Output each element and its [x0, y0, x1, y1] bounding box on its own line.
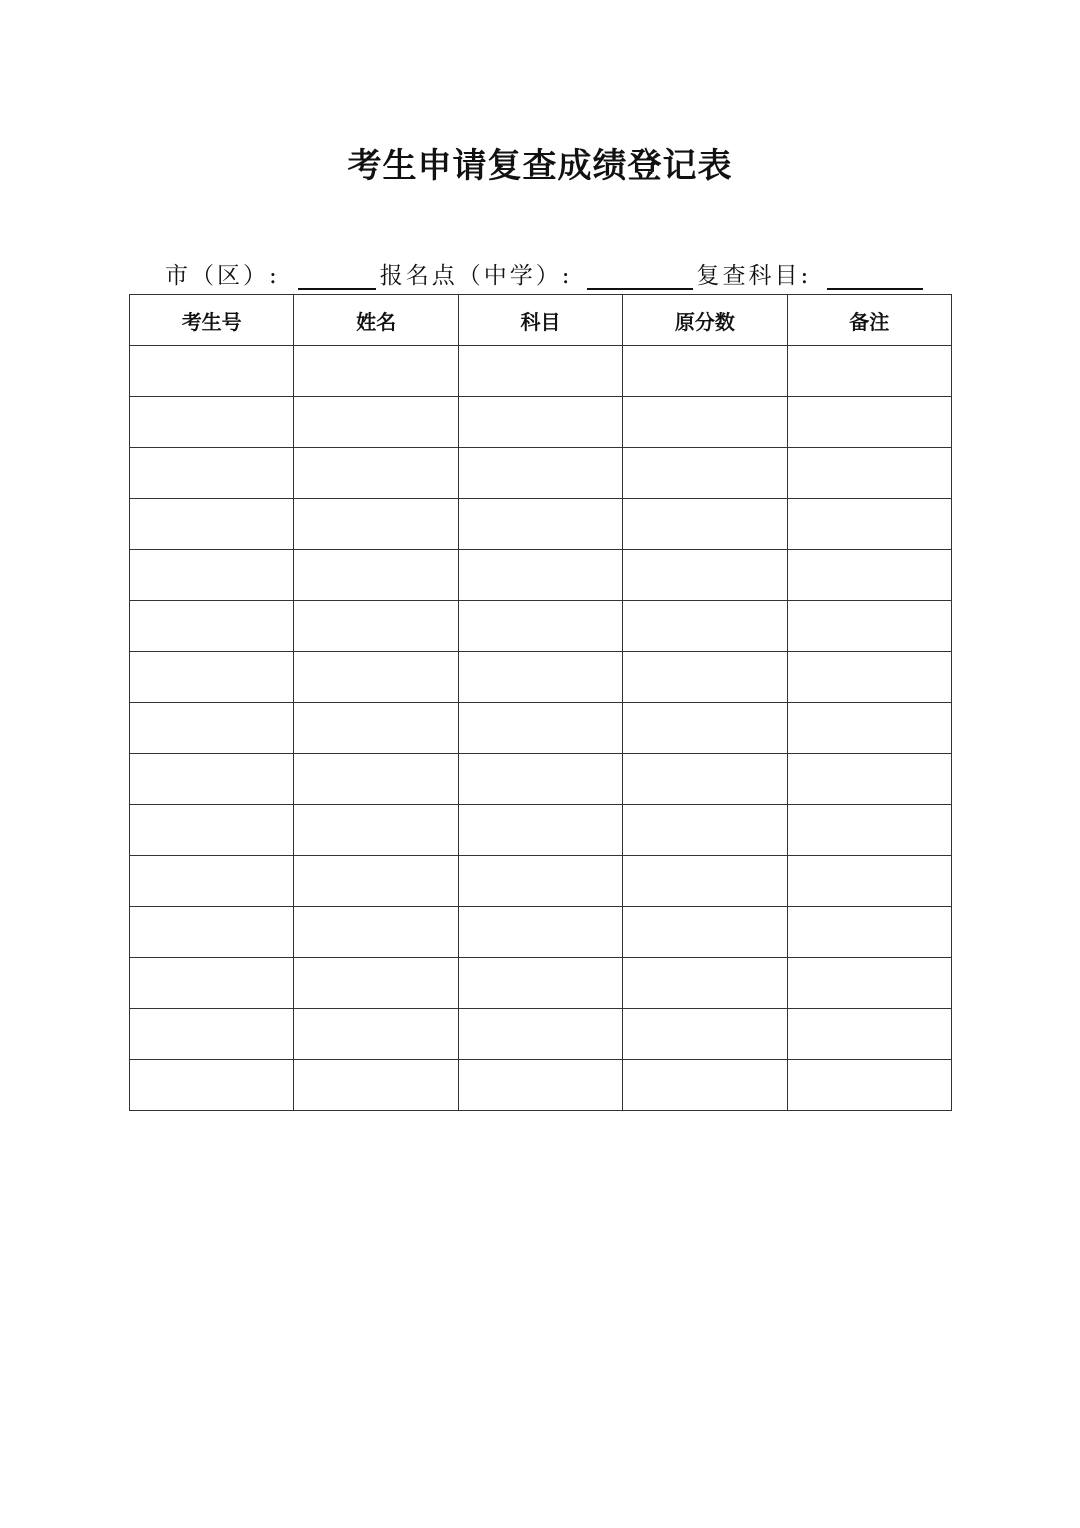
subject-cell[interactable] [458, 499, 622, 550]
exam-number-cell[interactable] [130, 1009, 294, 1060]
table-header-row [130, 295, 952, 346]
subject-cell[interactable] [458, 1009, 622, 1060]
remarks-cell[interactable] [787, 652, 951, 703]
name-cell[interactable] [294, 754, 458, 805]
name-cell[interactable] [294, 1060, 458, 1111]
table-body [130, 346, 952, 1111]
table-row [130, 805, 952, 856]
remarks-cell[interactable] [787, 550, 951, 601]
original-score-cell[interactable] [623, 754, 787, 805]
original-score-cell[interactable] [623, 550, 787, 601]
original-score-cell[interactable] [623, 856, 787, 907]
table-row [130, 499, 952, 550]
original-score-cell[interactable] [623, 397, 787, 448]
original-score-cell[interactable] [623, 1060, 787, 1111]
subject-cell[interactable] [458, 907, 622, 958]
subject-cell[interactable] [458, 397, 622, 448]
exam-number-cell[interactable] [130, 499, 294, 550]
table-row [130, 958, 952, 1009]
original-score-cell[interactable] [623, 499, 787, 550]
header-subject: 科目 [458, 295, 622, 346]
exam-number-cell[interactable] [130, 856, 294, 907]
name-cell[interactable] [294, 652, 458, 703]
subject-cell[interactable] [458, 703, 622, 754]
original-score-cell[interactable] [623, 958, 787, 1009]
table-row [130, 397, 952, 448]
table-row [130, 550, 952, 601]
remarks-cell[interactable] [787, 958, 951, 1009]
exam-number-cell[interactable] [130, 1060, 294, 1111]
exam-number-cell[interactable] [130, 448, 294, 499]
name-cell[interactable] [294, 1009, 458, 1060]
table-row [130, 754, 952, 805]
table-row [130, 1060, 952, 1111]
remarks-cell[interactable] [787, 397, 951, 448]
school-blank-line[interactable] [587, 260, 693, 290]
remarks-cell[interactable] [787, 754, 951, 805]
subject-cell[interactable] [458, 448, 622, 499]
remarks-cell[interactable] [787, 805, 951, 856]
table-row [130, 856, 952, 907]
name-cell[interactable] [294, 499, 458, 550]
subject-cell[interactable] [458, 754, 622, 805]
subject-cell[interactable] [458, 1060, 622, 1111]
exam-number-cell[interactable] [130, 550, 294, 601]
name-cell[interactable] [294, 601, 458, 652]
subject-cell[interactable] [458, 652, 622, 703]
school-label: 报名点（中学）: [379, 263, 573, 289]
remarks-cell[interactable] [787, 499, 951, 550]
original-score-cell[interactable] [623, 703, 787, 754]
table-row [130, 448, 952, 499]
name-cell[interactable] [294, 805, 458, 856]
remarks-cell[interactable] [787, 346, 951, 397]
name-cell[interactable] [294, 550, 458, 601]
remarks-cell[interactable] [787, 907, 951, 958]
remarks-cell[interactable] [787, 1009, 951, 1060]
original-score-cell[interactable] [623, 907, 787, 958]
name-cell[interactable] [294, 448, 458, 499]
original-score-cell[interactable] [623, 346, 787, 397]
remarks-cell[interactable] [787, 601, 951, 652]
header-exam-number: 考生号 [130, 295, 294, 346]
name-cell[interactable] [294, 397, 458, 448]
name-cell[interactable] [294, 907, 458, 958]
document-title: 考生申请复查成绩登记表 [347, 146, 733, 186]
exam-number-cell[interactable] [130, 805, 294, 856]
subject-cell[interactable] [458, 958, 622, 1009]
original-score-cell[interactable] [623, 652, 787, 703]
exam-number-cell[interactable] [130, 652, 294, 703]
name-cell[interactable] [294, 703, 458, 754]
header-fields [165, 258, 927, 290]
remarks-cell[interactable] [787, 703, 951, 754]
header-original-score: 原分数 [623, 295, 787, 346]
city-blank-line[interactable] [298, 260, 376, 290]
subject-cell[interactable] [458, 550, 622, 601]
table-row [130, 652, 952, 703]
original-score-cell[interactable] [623, 448, 787, 499]
original-score-cell[interactable] [623, 1009, 787, 1060]
table-row [130, 601, 952, 652]
exam-number-cell[interactable] [130, 397, 294, 448]
subject-blank-line[interactable] [827, 260, 923, 290]
name-cell[interactable] [294, 346, 458, 397]
exam-number-cell[interactable] [130, 958, 294, 1009]
remarks-cell[interactable] [787, 856, 951, 907]
table-row [130, 703, 952, 754]
table-row [130, 907, 952, 958]
name-cell[interactable] [294, 958, 458, 1009]
exam-number-cell[interactable] [130, 907, 294, 958]
subject-cell[interactable] [458, 805, 622, 856]
original-score-cell[interactable] [623, 601, 787, 652]
table-row [130, 1009, 952, 1060]
table-row [130, 346, 952, 397]
exam-number-cell[interactable] [130, 754, 294, 805]
exam-number-cell[interactable] [130, 703, 294, 754]
subject-cell[interactable] [458, 346, 622, 397]
subject-cell[interactable] [458, 856, 622, 907]
header-remarks: 备注 [787, 295, 951, 346]
exam-number-cell[interactable] [130, 601, 294, 652]
original-score-cell[interactable] [623, 805, 787, 856]
city-label: 市（区）: [165, 263, 280, 289]
header-name: 姓名 [294, 295, 458, 346]
remarks-cell[interactable] [787, 448, 951, 499]
remarks-cell[interactable] [787, 1060, 951, 1111]
registration-table [129, 294, 952, 1111]
name-cell[interactable] [294, 856, 458, 907]
subject-label: 复查科目: [696, 263, 812, 289]
subject-cell[interactable] [458, 601, 622, 652]
exam-number-cell[interactable] [130, 346, 294, 397]
